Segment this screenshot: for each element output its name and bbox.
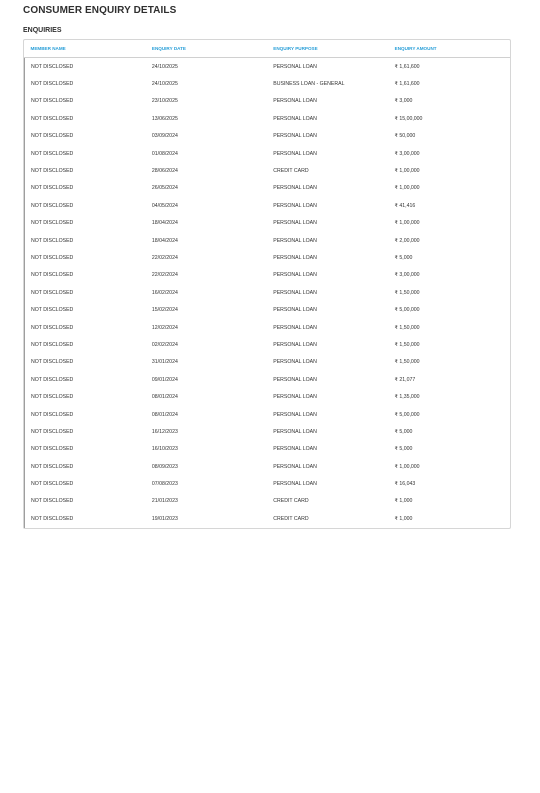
enquiry-amount-cell: ₹ 2,00,000 bbox=[394, 237, 420, 244]
enquiry-purpose-cell: PERSONAL LOAN bbox=[273, 307, 317, 314]
enquiry-date-cell: 02/02/2024 bbox=[151, 341, 178, 348]
member-name-cell: NOT DISCLOSED bbox=[25, 406, 146, 423]
enquiry-purpose-cell: PERSONAL LOAN bbox=[273, 272, 317, 279]
enquiry-date-cell: 28/06/2024 bbox=[151, 168, 178, 175]
table-row bbox=[25, 249, 511, 266]
table-row bbox=[25, 441, 511, 458]
enquiry-amount-cell: ₹ 1,00,000 bbox=[394, 220, 420, 227]
enquiry-amount-cell: ₹ 1,00,000 bbox=[394, 463, 420, 470]
member-name-cell: NOT DISCLOSED bbox=[25, 493, 146, 510]
enquiry-date-cell: 23/10/2025 bbox=[151, 98, 178, 105]
section-title: ENQUIRIES bbox=[23, 27, 62, 34]
table-row bbox=[25, 215, 511, 232]
enquiry-date-cell: 15/02/2024 bbox=[151, 307, 178, 314]
table-row bbox=[25, 354, 511, 371]
page-title: CONSUMER ENQUIRY DETAILS bbox=[23, 5, 177, 16]
table-row bbox=[25, 180, 511, 197]
enquiries-table-container bbox=[23, 39, 511, 529]
enquiry-purpose-cell: PERSONAL LOAN bbox=[273, 394, 317, 401]
table-body bbox=[25, 58, 511, 528]
enquiry-amount-cell: ₹ 3,00,000 bbox=[394, 150, 420, 157]
enquiry-amount-cell: ₹ 5,000 bbox=[394, 254, 413, 261]
enquiry-purpose-cell: PERSONAL LOAN bbox=[273, 115, 317, 122]
enquiry-date-cell: 08/01/2024 bbox=[151, 394, 178, 401]
member-name-cell: NOT DISCLOSED bbox=[25, 284, 146, 301]
enquiry-amount-cell: ₹ 1,50,000 bbox=[394, 324, 420, 331]
enquiry-amount-cell: ₹ 3,000 bbox=[394, 98, 413, 105]
enquiry-purpose-cell: CREDIT CARD bbox=[273, 168, 309, 175]
table-row bbox=[25, 319, 511, 336]
table-row bbox=[25, 162, 511, 179]
enquiry-amount-cell: ₹ 15,00,000 bbox=[394, 115, 423, 122]
member-name-cell: NOT DISCLOSED bbox=[25, 58, 146, 76]
enquiry-purpose-cell: PERSONAL LOAN bbox=[273, 463, 317, 470]
member-name-cell: NOT DISCLOSED bbox=[25, 162, 146, 179]
enquiry-amount-cell: ₹ 1,61,600 bbox=[394, 63, 420, 70]
table-row bbox=[25, 232, 511, 249]
enquiry-date-cell: 07/08/2023 bbox=[151, 481, 178, 488]
table-row bbox=[25, 458, 511, 475]
enquiry-purpose-cell: PERSONAL LOAN bbox=[273, 98, 317, 105]
member-name-cell: NOT DISCLOSED bbox=[25, 249, 146, 266]
enquiry-date-cell: 09/01/2024 bbox=[151, 376, 178, 383]
enquiry-date-cell: 04/05/2024 bbox=[151, 202, 178, 209]
enquiry-purpose-cell: PERSONAL LOAN bbox=[273, 359, 317, 366]
enquiry-purpose-cell: PERSONAL LOAN bbox=[273, 63, 317, 70]
column-header-enquiry-purpose: ENQUIRY PURPOSE bbox=[267, 40, 388, 58]
table-row bbox=[25, 75, 511, 92]
enquiry-purpose-cell: CREDIT CARD bbox=[273, 498, 309, 505]
enquiry-purpose-cell: BUSINESS LOAN - GENERAL bbox=[273, 81, 345, 88]
member-name-cell: NOT DISCLOSED bbox=[25, 180, 146, 197]
enquiry-purpose-cell: PERSONAL LOAN bbox=[273, 446, 317, 453]
enquiry-amount-cell: ₹ 1,000 bbox=[394, 498, 413, 505]
table-row bbox=[25, 388, 511, 405]
member-name-cell: NOT DISCLOSED bbox=[25, 475, 146, 492]
member-name-cell: NOT DISCLOSED bbox=[25, 423, 146, 440]
enquiry-date-cell: 18/04/2024 bbox=[151, 237, 178, 244]
enquiry-purpose-cell: PERSONAL LOAN bbox=[273, 220, 317, 227]
enquiry-date-cell: 24/10/2025 bbox=[151, 63, 178, 70]
member-name-cell: NOT DISCLOSED bbox=[25, 354, 146, 371]
enquiry-amount-cell: ₹ 50,000 bbox=[394, 133, 416, 140]
enquiry-amount-cell: ₹ 41,416 bbox=[394, 202, 416, 209]
enquiry-amount-cell: ₹ 1,00,000 bbox=[394, 185, 420, 192]
enquiry-date-cell: 08/09/2023 bbox=[151, 463, 178, 470]
enquiry-purpose-cell: PERSONAL LOAN bbox=[273, 133, 317, 140]
enquiry-purpose-cell: PERSONAL LOAN bbox=[273, 411, 317, 418]
table-row bbox=[25, 336, 511, 353]
table-row bbox=[25, 93, 511, 110]
member-name-cell: NOT DISCLOSED bbox=[25, 93, 146, 110]
enquiry-purpose-cell: PERSONAL LOAN bbox=[273, 150, 317, 157]
enquiry-amount-cell: ₹ 1,50,000 bbox=[394, 341, 420, 348]
enquiry-date-cell: 31/01/2024 bbox=[151, 359, 178, 366]
enquiries-table bbox=[24, 40, 510, 528]
enquiry-amount-cell: ₹ 1,35,000 bbox=[394, 394, 420, 401]
enquiry-purpose-cell: PERSONAL LOAN bbox=[273, 481, 317, 488]
table-row bbox=[25, 197, 511, 214]
enquiry-date-cell: 24/10/2025 bbox=[151, 81, 178, 88]
table-row bbox=[25, 475, 511, 492]
table-row bbox=[25, 371, 511, 388]
table-row bbox=[25, 510, 511, 527]
enquiry-date-cell: 16/12/2023 bbox=[151, 428, 178, 435]
enquiry-date-cell: 16/02/2024 bbox=[151, 289, 178, 296]
enquiry-amount-cell: ₹ 1,50,000 bbox=[394, 289, 420, 296]
member-name-cell: NOT DISCLOSED bbox=[25, 145, 146, 162]
enquiry-amount-cell: ₹ 5,00,000 bbox=[394, 411, 420, 418]
enquiry-date-cell: 26/05/2024 bbox=[151, 185, 178, 192]
table-row bbox=[25, 110, 511, 127]
enquiry-amount-cell: ₹ 5,00,000 bbox=[394, 307, 420, 314]
enquiry-date-cell: 21/01/2023 bbox=[151, 498, 178, 505]
enquiry-date-cell: 19/01/2023 bbox=[151, 515, 178, 522]
enquiry-purpose-cell: CREDIT CARD bbox=[273, 515, 309, 522]
member-name-cell: NOT DISCLOSED bbox=[25, 319, 146, 336]
member-name-cell: NOT DISCLOSED bbox=[25, 301, 146, 318]
enquiry-amount-cell: ₹ 1,00,000 bbox=[394, 168, 420, 175]
enquiry-date-cell: 22/02/2024 bbox=[151, 254, 178, 261]
member-name-cell: NOT DISCLOSED bbox=[25, 267, 146, 284]
enquiry-date-cell: 22/02/2024 bbox=[151, 272, 178, 279]
table-row bbox=[25, 406, 511, 423]
member-name-cell: NOT DISCLOSED bbox=[25, 371, 146, 388]
enquiry-purpose-cell: PERSONAL LOAN bbox=[273, 428, 317, 435]
enquiry-amount-cell: ₹ 16,043 bbox=[394, 481, 416, 488]
enquiry-purpose-cell: PERSONAL LOAN bbox=[273, 237, 317, 244]
enquiry-amount-cell: ₹ 1,61,600 bbox=[394, 81, 420, 88]
table-row bbox=[25, 267, 511, 284]
enquiry-purpose-cell: PERSONAL LOAN bbox=[273, 341, 317, 348]
enquiry-amount-cell: ₹ 3,00,000 bbox=[394, 272, 420, 279]
table-row bbox=[25, 493, 511, 510]
enquiry-purpose-cell: PERSONAL LOAN bbox=[273, 324, 317, 331]
enquiry-purpose-cell: PERSONAL LOAN bbox=[273, 376, 317, 383]
enquiry-amount-cell: ₹ 1,50,000 bbox=[394, 359, 420, 366]
enquiry-date-cell: 08/01/2024 bbox=[151, 411, 178, 418]
member-name-cell: NOT DISCLOSED bbox=[25, 110, 146, 127]
member-name-cell: NOT DISCLOSED bbox=[25, 215, 146, 232]
column-header-enquiry-amount: ENQUIRY AMOUNT bbox=[389, 40, 510, 58]
table-row bbox=[25, 284, 511, 301]
table-row bbox=[25, 58, 511, 76]
enquiry-amount-cell: ₹ 5,000 bbox=[394, 428, 413, 435]
table-row bbox=[25, 128, 511, 145]
enquiry-purpose-cell: PERSONAL LOAN bbox=[273, 289, 317, 296]
member-name-cell: NOT DISCLOSED bbox=[25, 75, 146, 92]
member-name-cell: NOT DISCLOSED bbox=[25, 441, 146, 458]
member-name-cell: NOT DISCLOSED bbox=[25, 128, 146, 145]
enquiry-date-cell: 18/04/2024 bbox=[151, 220, 178, 227]
member-name-cell: NOT DISCLOSED bbox=[25, 510, 146, 527]
table-row bbox=[25, 301, 511, 318]
enquiry-date-cell: 13/06/2025 bbox=[151, 115, 178, 122]
enquiry-date-cell: 12/02/2024 bbox=[151, 324, 178, 331]
table-row bbox=[25, 145, 511, 162]
table-header-row bbox=[25, 40, 511, 58]
table-row bbox=[25, 423, 511, 440]
member-name-cell: NOT DISCLOSED bbox=[25, 336, 146, 353]
enquiry-date-cell: 16/10/2023 bbox=[151, 446, 178, 453]
enquiry-amount-cell: ₹ 5,000 bbox=[394, 446, 413, 453]
enquiry-purpose-cell: PERSONAL LOAN bbox=[273, 254, 317, 261]
enquiry-date-cell: 03/09/2024 bbox=[151, 133, 178, 140]
column-header-enquiry-date: ENQUIRY DATE bbox=[146, 40, 267, 58]
member-name-cell: NOT DISCLOSED bbox=[25, 232, 146, 249]
member-name-cell: NOT DISCLOSED bbox=[25, 388, 146, 405]
enquiry-purpose-cell: PERSONAL LOAN bbox=[273, 185, 317, 192]
enquiry-amount-cell: ₹ 1,000 bbox=[394, 515, 413, 522]
enquiry-date-cell: 01/08/2024 bbox=[151, 150, 178, 157]
column-header-member-name: MEMBER NAME bbox=[25, 40, 146, 58]
member-name-cell: NOT DISCLOSED bbox=[25, 197, 146, 214]
member-name-cell: NOT DISCLOSED bbox=[25, 458, 146, 475]
enquiry-amount-cell: ₹ 21,077 bbox=[394, 376, 416, 383]
enquiry-purpose-cell: PERSONAL LOAN bbox=[273, 202, 317, 209]
